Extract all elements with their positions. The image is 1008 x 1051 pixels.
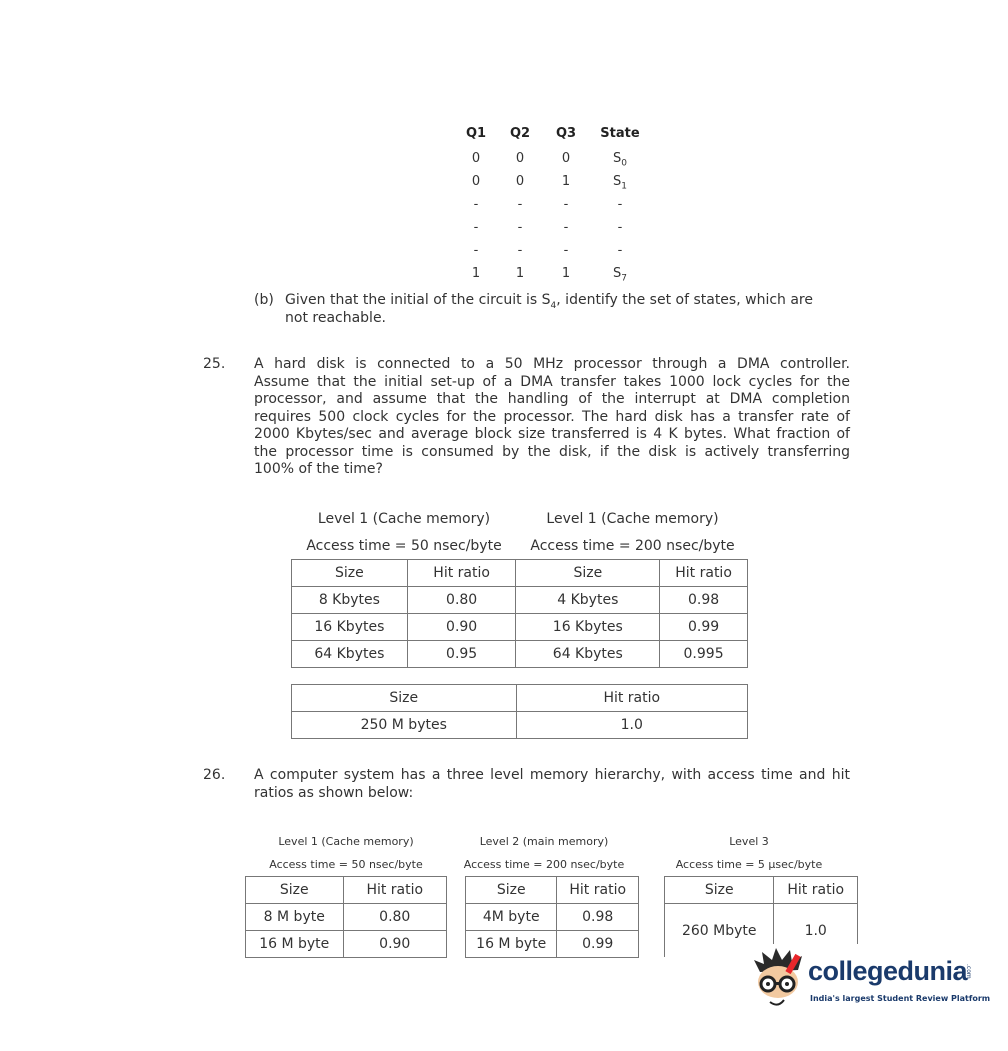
table1-right-access: Access time = 200 nsec/byte (530, 538, 735, 554)
td: 16 Kbytes (292, 614, 408, 641)
brand-name: collegedunia (808, 956, 968, 986)
td: 1.0 (774, 904, 858, 958)
q25-line: 2000 Kbytes/sec and average block size transferred is 4 K bytes. What fraction of (254, 426, 850, 442)
td: 1.0 (516, 712, 747, 739)
cell: 0 (515, 174, 525, 189)
td: 16 Kbytes (516, 614, 660, 641)
q26-line: A computer system has a three level memory hierarchy, with access time and hit (254, 767, 850, 783)
cell: - (617, 243, 623, 258)
level3-title: Level 3 (729, 835, 769, 848)
table-header-row (292, 685, 748, 712)
table-header-row (292, 560, 748, 587)
state-label: $S_0$ (613, 151, 627, 169)
td: 0.95 (407, 641, 516, 668)
q25-line: 100% of the time? (254, 461, 383, 477)
th: Hit ratio (774, 877, 858, 904)
cell: - (517, 243, 523, 258)
cell: - (473, 243, 479, 258)
part-b-label: (b) (254, 292, 274, 308)
cell: 1 (515, 266, 525, 281)
th: Size (665, 877, 774, 904)
td: 64 Kbytes (292, 641, 408, 668)
question-number-26: 26. (203, 767, 226, 783)
cache-table-q25 (291, 559, 748, 668)
table-row (246, 904, 447, 931)
cell: - (563, 243, 569, 258)
collegedunia-logo (750, 944, 991, 1019)
cell: - (617, 220, 623, 235)
th: Hit ratio (407, 560, 516, 587)
table-header-row (246, 877, 447, 904)
header-state: State (600, 126, 640, 141)
level2-table (465, 876, 639, 958)
th: Size (516, 560, 660, 587)
th: Size (292, 685, 517, 712)
td: 8 Kbytes (292, 587, 408, 614)
th: Size (246, 877, 344, 904)
table-row (292, 587, 748, 614)
level1-title: Level 1 (Cache memory) (278, 835, 414, 848)
cell: - (517, 220, 523, 235)
cell: - (617, 197, 623, 212)
q25-line: processor, and assume that the handling of the interrupt at DMA completion (254, 391, 850, 407)
td: 0.80 (407, 587, 516, 614)
td: 0.99 (557, 931, 639, 958)
question-26-text (254, 767, 850, 802)
q25-line: A hard disk is connected to a 50 MHz processor through a DMA controller. (254, 356, 850, 372)
table-row (246, 931, 447, 958)
table1-left-access: Access time = 50 nsec/byte (306, 538, 502, 554)
td: 0.98 (557, 904, 639, 931)
td: 0.98 (660, 587, 748, 614)
question-25-text (254, 356, 850, 479)
level2-access: Access time = 200 nsec/byte (463, 858, 625, 871)
td: 250 M bytes (292, 712, 517, 739)
td: 64 Kbytes (516, 641, 660, 668)
header-q3: Q3 (555, 126, 577, 141)
td: 16 M byte (246, 931, 344, 958)
cell: 1 (471, 266, 481, 281)
cell: - (517, 197, 523, 212)
th: Hit ratio (660, 560, 748, 587)
cell: 0 (561, 151, 571, 166)
th: Size (292, 560, 408, 587)
cell: 0 (471, 151, 481, 166)
td: 260 Mbyte (665, 904, 774, 958)
q25-line: the processor time is consumed by the disk, if the disk is actively transferring (254, 443, 850, 460)
table1-left-title: Level 1 (Cache memory) (317, 511, 491, 527)
table-row (466, 904, 639, 931)
cell: - (473, 197, 479, 212)
table-row (466, 931, 639, 958)
td: 0.90 (407, 614, 516, 641)
mascot-icon (750, 946, 812, 1012)
cell: 1 (561, 266, 571, 281)
level1-access: Access time = 50 nsec/byte (269, 858, 423, 871)
th: Hit ratio (516, 685, 747, 712)
cell: - (563, 197, 569, 212)
cell: 1 (561, 174, 571, 189)
brand-tagline: India's largest Student Review Platform (810, 994, 991, 1003)
td: 4 Kbytes (516, 587, 660, 614)
table-row (292, 614, 748, 641)
table-header-row (665, 877, 858, 904)
table-row (292, 641, 748, 668)
question-number-25: 25. (203, 356, 226, 372)
table-header-row (466, 877, 639, 904)
level1-table (245, 876, 447, 958)
cell: 0 (515, 151, 525, 166)
state-label: $S_7$ (613, 266, 627, 284)
table-row (292, 712, 748, 739)
q25-line: requires 500 clock cycles for the processor. The hard disk has a transfer rate of (254, 408, 850, 425)
header-q2: Q2 (509, 126, 531, 141)
th: Size (466, 877, 557, 904)
part-b-line1: Given that the initial of the circuit is $S_4$, identify the set of states, which are (285, 292, 813, 311)
th: Hit ratio (343, 877, 446, 904)
td: 0.99 (660, 614, 748, 641)
header-q1: Q1 (465, 126, 487, 141)
brand-com: .com (965, 964, 972, 979)
td: 4M byte (466, 904, 557, 931)
td: 0.90 (343, 931, 446, 958)
cell: 0 (471, 174, 481, 189)
cell: - (473, 220, 479, 235)
th: Hit ratio (557, 877, 639, 904)
table1-right-title: Level 1 (Cache memory) (546, 511, 719, 527)
td: 8 M byte (246, 904, 344, 931)
main-memory-table-q25 (291, 684, 748, 739)
level2-title: Level 2 (main memory) (479, 835, 609, 848)
level3-access: Access time = 5 μsec/byte (675, 858, 823, 871)
td: 0.995 (660, 641, 748, 668)
td: 0.80 (343, 904, 446, 931)
part-b-line2: not reachable. (285, 310, 387, 326)
q26-line: ratios as shown below: (254, 784, 414, 801)
q25-line: Assume that the initial set-up of a DMA transfer takes 1000 lock cycles for the (254, 373, 850, 390)
cell: - (563, 220, 569, 235)
td: 16 M byte (466, 931, 557, 958)
state-label: $S_1$ (613, 174, 627, 192)
